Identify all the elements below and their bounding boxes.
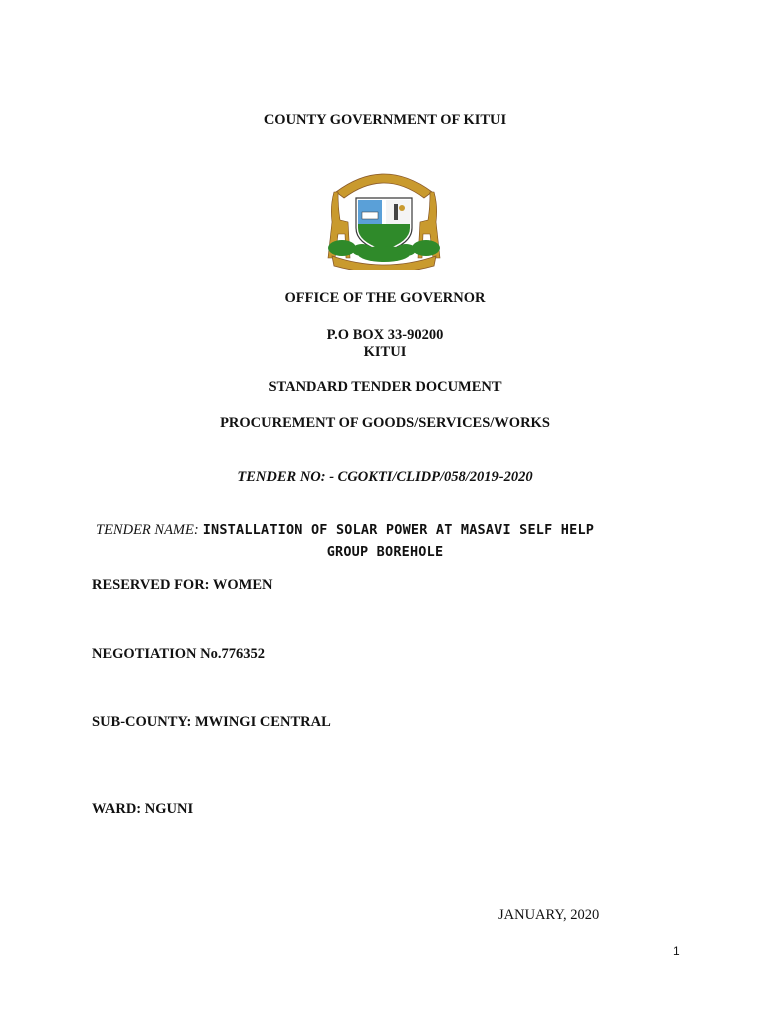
tender-name-label: TENDER NAME:	[96, 522, 199, 538]
tender-name-line1: INSTALLATION OF SOLAR POWER AT MASAVI SELF HELP	[202, 522, 595, 538]
tender-name-continued	[0, 543, 770, 561]
reserved-for: RESERVED FOR: WOMEN	[92, 577, 273, 593]
county-title: COUNTY GOVERNMENT OF KITUI	[263, 112, 507, 128]
town: KITUI	[363, 344, 407, 360]
tender-number: TENDER NO: - CGOKTI/CLIDP/058/2019-2020	[237, 469, 533, 485]
tender-name	[96, 521, 594, 539]
po-box: P.O BOX 33-90200	[326, 327, 444, 343]
negotiation-number: NEGOTIATION No.776352	[92, 646, 265, 662]
tender-name-line2: GROUP BOREHOLE	[326, 544, 444, 560]
county-crest-logo	[318, 162, 450, 270]
ward: WARD: NGUNI	[92, 801, 194, 817]
procurement-type: PROCUREMENT OF GOODS/SERVICES/WORKS	[220, 415, 550, 431]
page-number: 1	[673, 944, 680, 958]
office-name: OFFICE OF THE GOVERNOR	[284, 290, 486, 306]
document-date: JANUARY, 2020	[498, 907, 600, 923]
document-type: STANDARD TENDER DOCUMENT	[268, 379, 502, 395]
sub-county: SUB-COUNTY: MWINGI CENTRAL	[92, 714, 331, 730]
